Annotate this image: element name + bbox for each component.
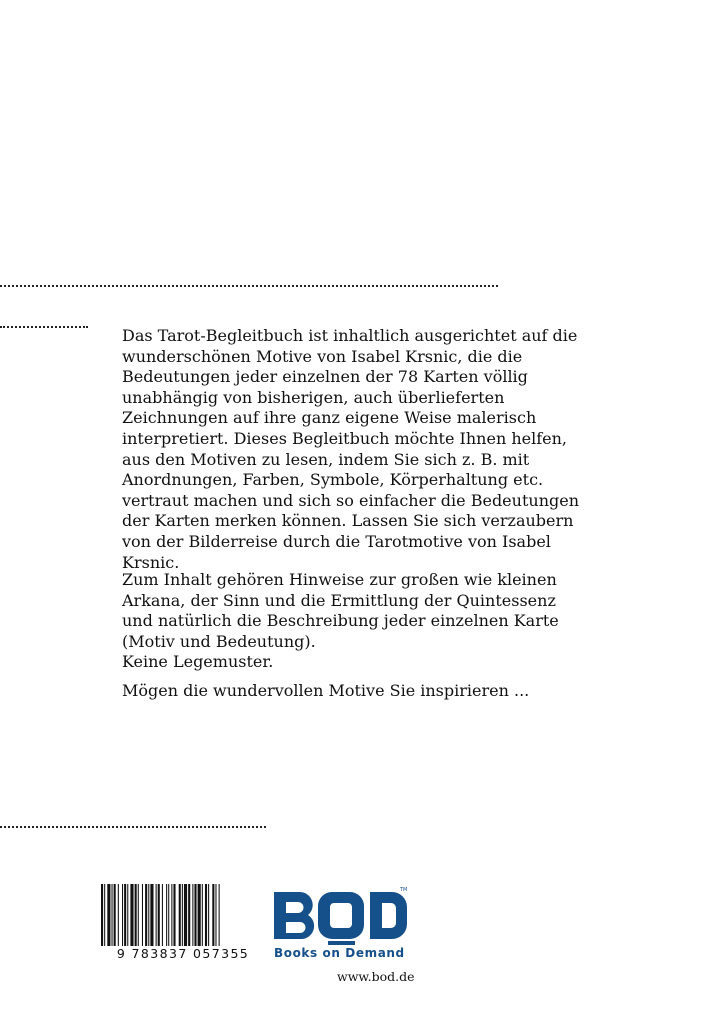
barcode-bar (130, 884, 133, 946)
barcode-bar (112, 884, 113, 946)
publisher-url: www.bod.de (337, 969, 415, 984)
barcode-bar (215, 884, 216, 946)
barcode-bar (192, 884, 193, 946)
barcode-bar (127, 884, 128, 946)
barcode-bar (145, 884, 147, 946)
barcode-bar (156, 884, 157, 946)
barcode-bar (148, 884, 149, 946)
blurb-paragraph-1: Das Tarot-Begleitbuch ist inhaltlich ausgerichtet auf die wunderschönen Motive von Isabel Krsnic, die die Bedeutungen jeder einzelnen der 78 Karten völlig unabhängig von bisherigen, auch überlieferten Zeichnungen auf ihre ganz eigene Weise malerisch interpretiert. Dieses Begleitbuch möchte Ihnen helfen, aus den Motiven zu lesen, indem Sie sich z. B. mit Anordnungen, Farben, Symbole, Körperhaltung etc. vertraut machen und sich so einfacher die Bedeutungen der Karten merken können. Lassen Sie sich verzaubern von der Bilderreise durch die Tarotmotive von Isabel Krsnic. (122, 326, 580, 572)
barcode-bar (104, 884, 105, 946)
barcode-bar (171, 884, 172, 946)
blurb-paragraph-2: Zum Inhalt gehören Hinweise zur großen wie kleinen Arkana, der Sinn und die Ermittlung der Quintessenz und natürlich die Beschreibung jeder einzelnen Karte (Motiv und Bedeutung). Keine Legemuster. (122, 570, 559, 672)
barcode-bar (124, 884, 126, 946)
barcode-bar (142, 884, 143, 946)
trademark-symbol: TM (400, 887, 408, 893)
barcode-bar (150, 884, 153, 946)
barcode-bar (182, 884, 183, 946)
barcode-bar (205, 884, 207, 946)
isbn-barcode (99, 884, 267, 964)
barcode-bar (122, 884, 123, 946)
barcode-bar (135, 884, 137, 946)
barcode-bar (166, 884, 167, 946)
bod-logo-mark (272, 884, 412, 946)
isbn-number: 9 783837 057355 (116, 946, 250, 961)
barcode-bar (202, 884, 203, 946)
barcode-bar (138, 884, 139, 946)
barcode-bar (101, 884, 103, 946)
barcode-bar (118, 884, 119, 946)
barcode-bar (173, 884, 175, 946)
dotted-rule-short (0, 326, 88, 328)
barcode-bars (99, 884, 267, 946)
barcode-bar (188, 884, 190, 946)
barcode-bar (162, 884, 163, 946)
bod-logo (272, 884, 412, 964)
barcode-bar (114, 884, 116, 946)
barcode-bar (179, 884, 181, 946)
barcode-bar (212, 884, 214, 946)
barcode-bar (219, 884, 220, 946)
barcode-bar (168, 884, 169, 946)
dotted-rule-top (0, 285, 498, 287)
barcode-bar (208, 884, 209, 946)
bod-tagline: Books on Demand (274, 946, 405, 960)
dotted-rule-bottom (0, 826, 266, 828)
barcode-bar (194, 884, 196, 946)
barcode-bar (107, 884, 110, 946)
barcode-bar (158, 884, 160, 946)
barcode-bar (198, 884, 201, 946)
blurb-paragraph-3: Mögen die wundervollen Motive Sie inspirieren ... (122, 681, 530, 700)
barcode-bar (184, 884, 187, 946)
